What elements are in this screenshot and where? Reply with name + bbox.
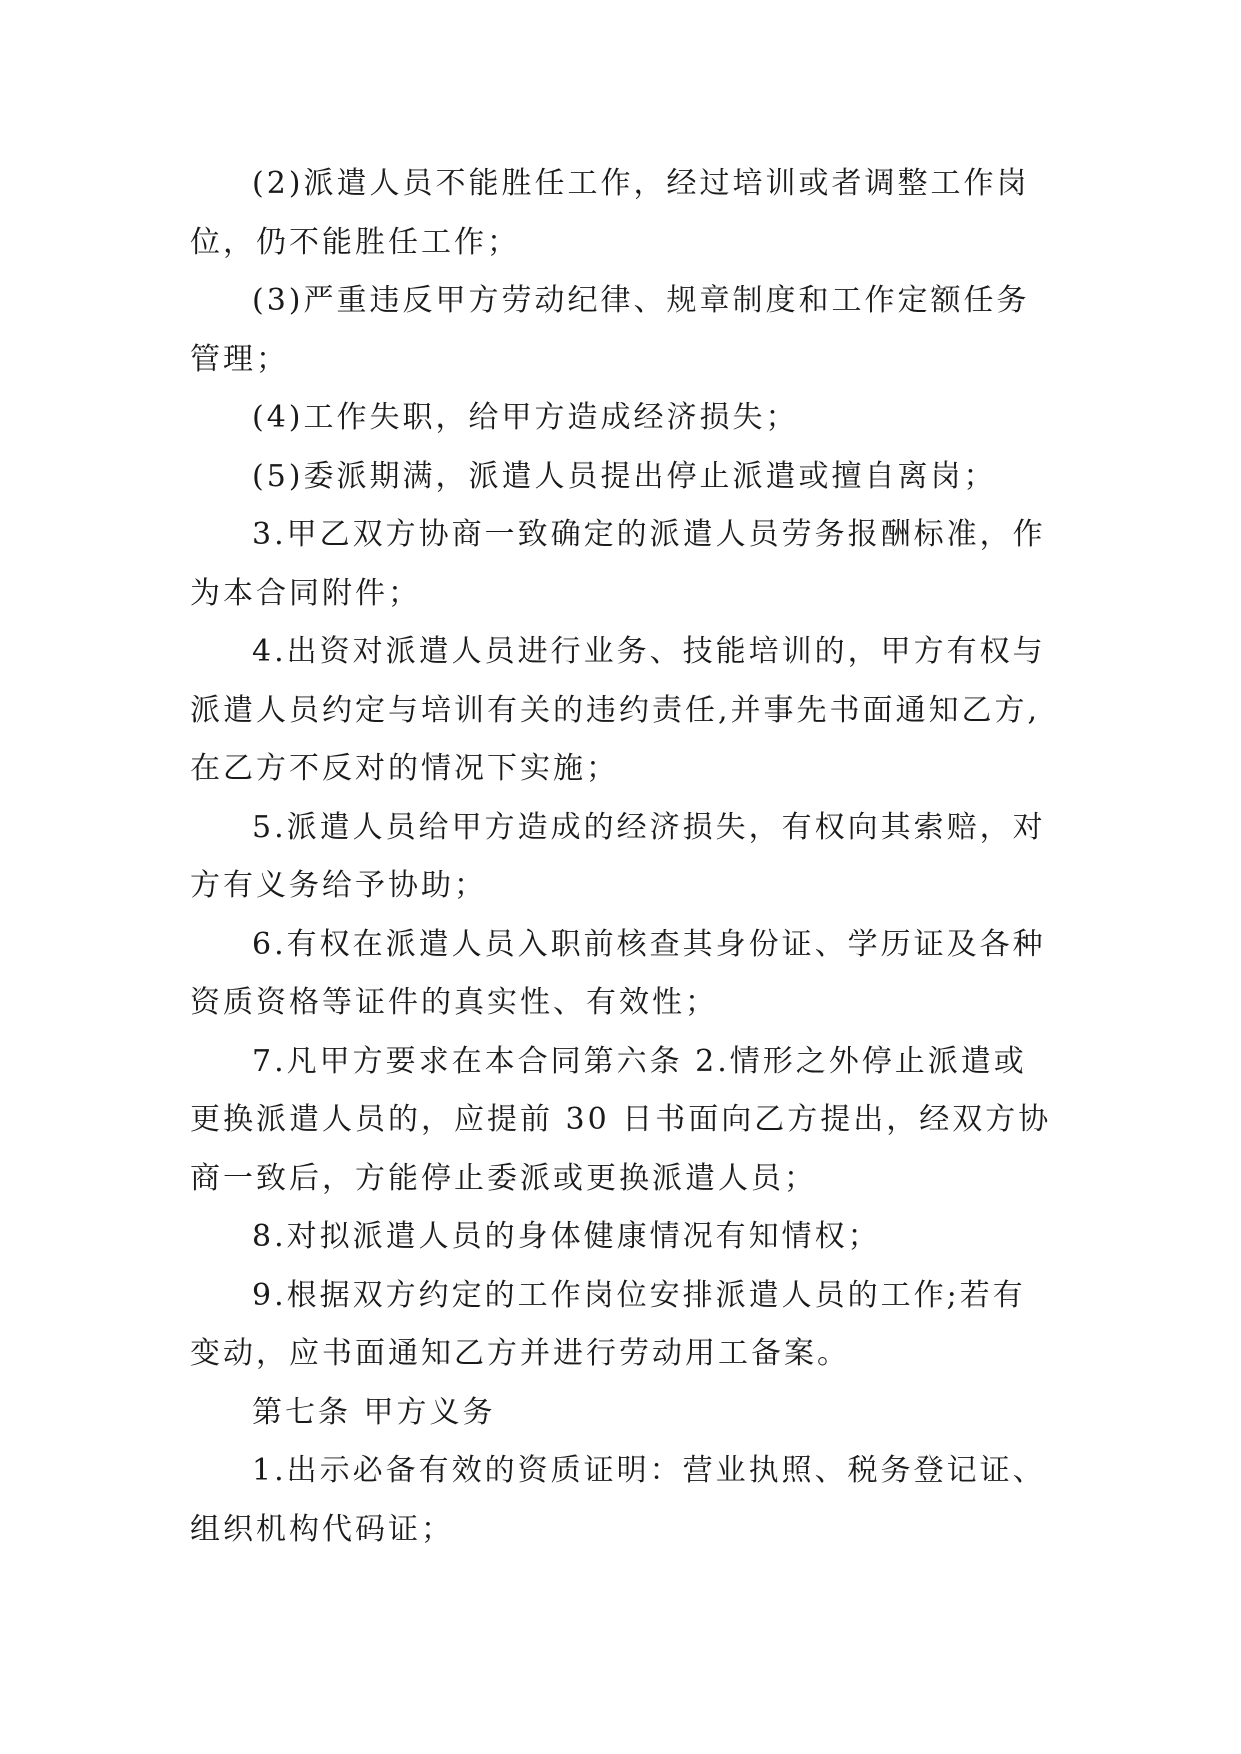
- text-line: (4)工作失职，给甲方造成经济损失；: [252, 400, 799, 435]
- text-line: 变动，应书面通知乙方并进行劳动用工备案。: [190, 1336, 850, 1371]
- text-line: 3.甲乙双方协商一致确定的派遣人员劳务报酬标准，作: [252, 517, 1046, 552]
- text-line: 在乙方不反对的情况下实施；: [190, 751, 619, 786]
- text-line: 6.有权在派遣人员入职前核查其身份证、学历证及各种: [252, 926, 1046, 962]
- text-line: 资质资格等证件的真实性、有效性；: [190, 985, 718, 1020]
- text-line: 9.根据双方约定的工作岗位安排派遣人员的工作;若有: [252, 1277, 1026, 1313]
- text-line: 7.凡甲方要求在本合同第六条 2.情形之外停止派遣或: [252, 1043, 1027, 1079]
- text-line: 1.出示必备有效的资质证明：营业执照、税务登记证、: [252, 1453, 1046, 1488]
- text-line: 管理；: [190, 341, 289, 377]
- text-line: 派遣人员约定与培训有关的违约责任,并事先书面通知乙方,: [190, 692, 1041, 728]
- contract-text: [190, 155, 1060, 1559]
- text-line: 更换派遣人员的，应提前 30 日书面向乙方提出，经双方协: [190, 1102, 1052, 1137]
- text-line: 方有义务给予协助；: [190, 868, 487, 903]
- section-heading: 第七条 甲方义务: [252, 1394, 496, 1430]
- text-line: (5)委派期满，派遣人员提出停止派遣或擅自离岗；: [252, 458, 997, 494]
- text-line: 8.对拟派遣人员的身体健康情况有知情权；: [252, 1219, 881, 1254]
- text-line: 商一致后，方能停止委派或更换派遣人员；: [190, 1160, 817, 1196]
- text-line: 为本合同附件；: [190, 575, 421, 611]
- text-line: (3)严重违反甲方劳动纪律、规章制度和工作定额任务: [252, 283, 1030, 318]
- text-line: (2)派遣人员不能胜任工作，经过培训或者调整工作岗: [252, 166, 1030, 201]
- text-line: 5.派遣人员给甲方造成的经济损失，有权向其索赔，对: [252, 809, 1046, 845]
- text-line: 位，仍不能胜任工作；: [190, 224, 520, 260]
- text-line: 组织机构代码证；: [190, 1511, 454, 1547]
- text-line: 4.出资对派遣人员进行业务、技能培训的，甲方有权与: [252, 634, 1046, 669]
